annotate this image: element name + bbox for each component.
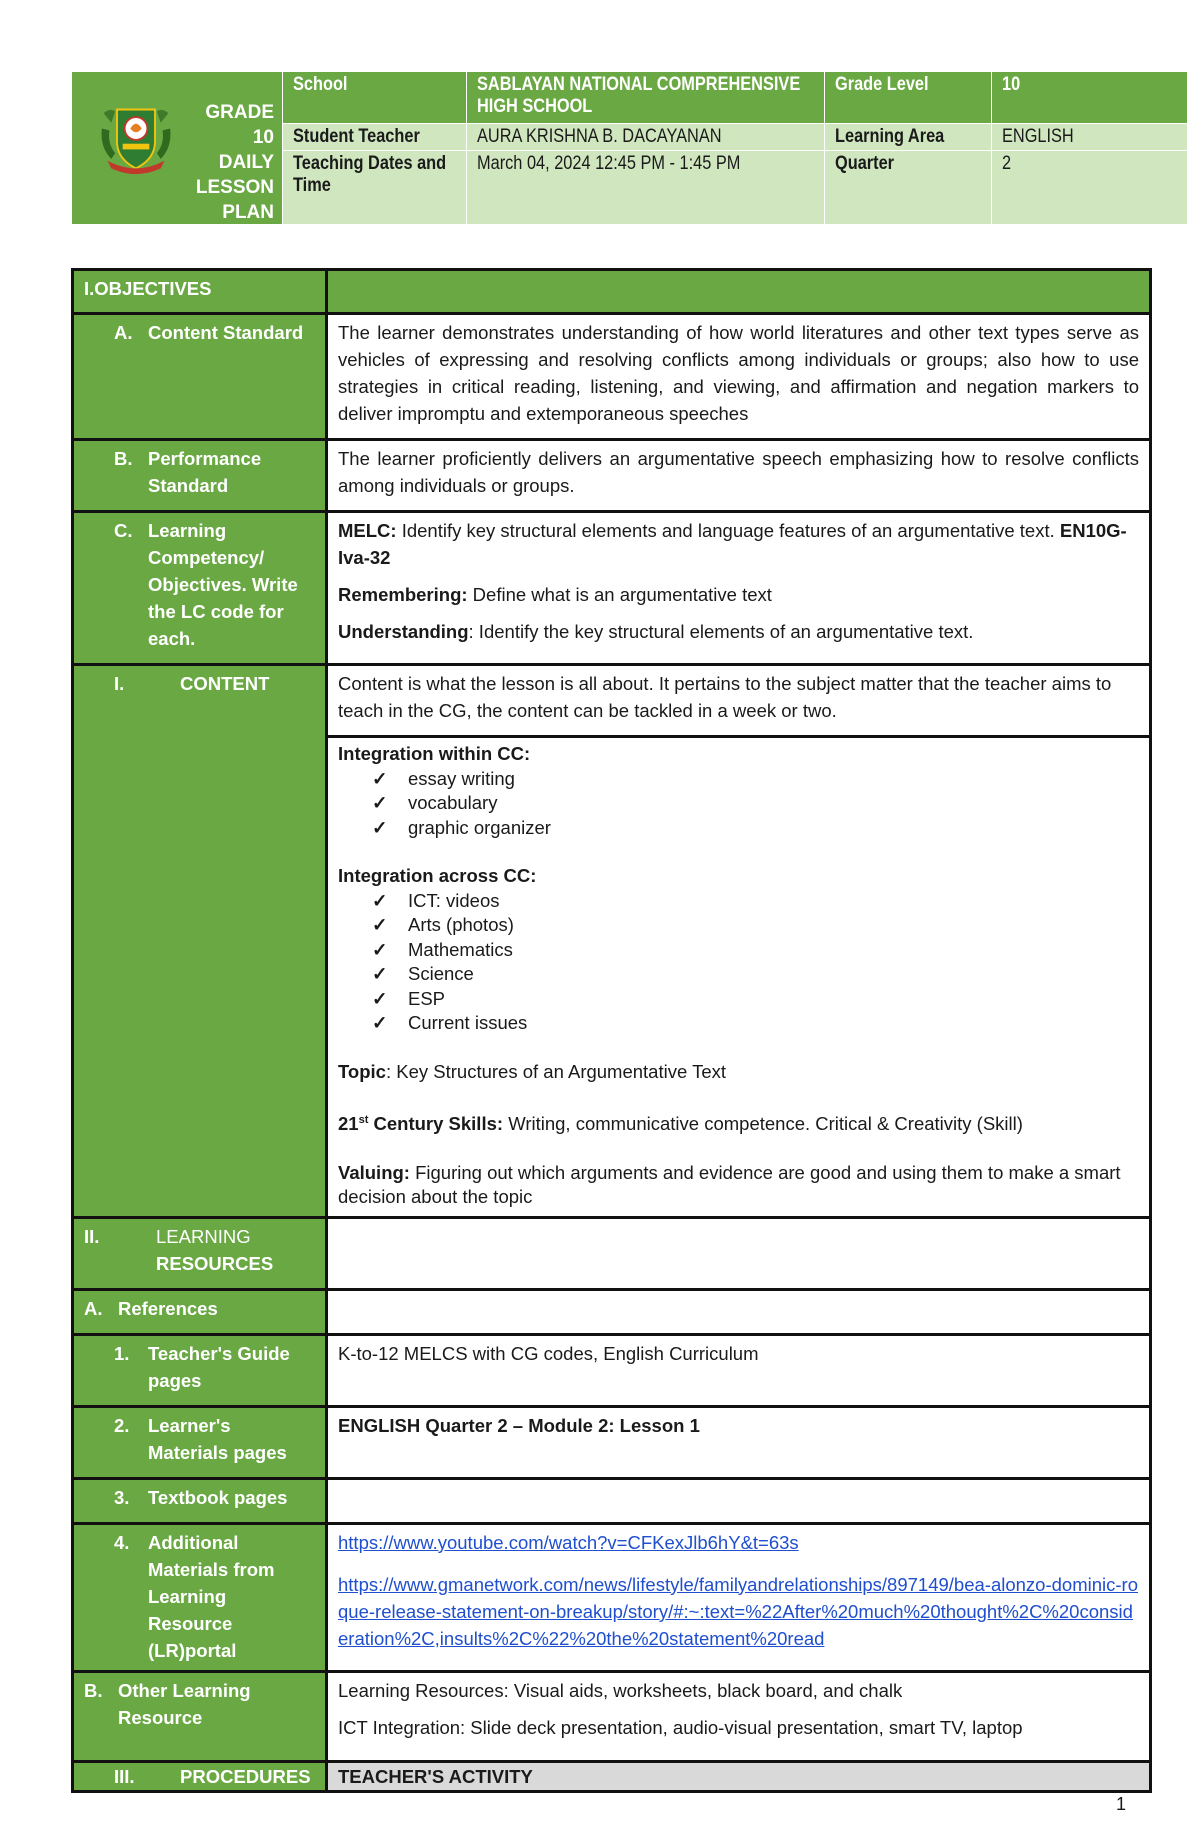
other-resources-line1: Learning Resources: Visual aids, worksheets, black board, and chalk	[338, 1679, 903, 1701]
page-number: 1	[1116, 1794, 1127, 1814]
other-resources-line2: ICT Integration: Slide deck presentation, audio-visual presentation, smart TV, laptop	[338, 1716, 1023, 1738]
student-teacher-label: Student Teacher	[283, 124, 467, 151]
teachers-guide-text: K-to-12 MELCS with CG codes, English Curriculum	[327, 1334, 1151, 1406]
teaching-dates-label: Teaching Dates and Time	[283, 151, 467, 225]
performance-standard-text: The learner proficiently delivers an argumentative speech emphasizing how to resolve conflicts among individuals or groups.	[327, 440, 1151, 512]
content-standard-row: A. Content Standard The learner demonstrates understanding of how world literatures and other text types serve as vehicles of expressing and resolving conflicts among individuals or groups; also how to use strategies in critical reading, listening, and viewing, and affirmation and negation markers to deliver impromptu and extemporaneous speeches	[73, 314, 1151, 440]
additional-materials-label: Additional Materials from Learning Resource (LR)portal	[148, 1531, 275, 1661]
melc-line: MELC: Identify key structural elements and language features of an argumentative text. EN10G-Iva-32	[338, 520, 1127, 568]
teachers-activity-heading: TEACHER'S ACTIVITY	[327, 1761, 1151, 1791]
list-item: ✓ graphic organizer	[372, 816, 1139, 841]
list-item: ✓ vocabulary	[372, 791, 1139, 816]
integration-across-label: Integration across CC:	[338, 865, 537, 886]
quarter-value: 2	[992, 151, 1188, 225]
learning-resources-label-top: LEARNING	[156, 1225, 251, 1247]
learning-resources-row: II. LEARNING RESOURCES	[73, 1217, 1151, 1289]
student-teacher-value: AURA KRISHNA B. DACAYANAN	[467, 124, 825, 151]
learning-competency-label: Learning Competency/ Objectives. Write the LC code for each.	[148, 520, 298, 649]
list-item: ✓ Mathematics	[372, 938, 1139, 963]
quarter-label: Quarter	[825, 151, 992, 225]
dlp-header-table	[71, 71, 1188, 225]
additional-materials-row: 4. Additional Materials from Learning Resource (LR)portal https://www.youtube.com/watch?v=CFKexJlb6hY&t=63s https://www.gmanetwork.com/news/lifestyle/familyandrelationships/897149/bea-alonzo-dominic-roque-release-statement-on-breakup/story/#:~:text=%22After%20much%20thought%2C%20consideration%2C,insults%2C%22%20the%20statement%20read	[73, 1523, 1151, 1671]
references-row: A. References	[73, 1289, 1151, 1334]
integration-within-list	[338, 767, 1139, 841]
objectives-heading: I.OBJECTIVES	[73, 270, 327, 314]
list-item: ✓ Current issues	[372, 1011, 1139, 1036]
learning-resources-label-bottom: RESOURCES	[156, 1252, 274, 1274]
grade-level-label: Grade Level	[825, 72, 992, 124]
learners-materials-text: ENGLISH Quarter 2 – Module 2: Lesson 1	[327, 1406, 1151, 1478]
list-item: ✓ ICT: videos	[372, 889, 1139, 914]
school-value: SABLAYAN NATIONAL COMPREHENSIVE HIGH SCHOOL	[467, 72, 825, 124]
gma-news-link[interactable]: https://www.gmanetwork.com/news/lifestyle/familyandrelationships/897149/bea-alonzo-dominic-roque-release-statement-on-breakup/story/#:~:text=%22After%20much%20thought%2C%20consideration%2C,insults%2C%22%20the%20statement%20read	[338, 1573, 1138, 1649]
references-label: References	[118, 1297, 218, 1319]
list-item: ✓ Arts (photos)	[372, 913, 1139, 938]
other-resources-label: Other Learning Resource	[118, 1679, 251, 1728]
content-row: I. CONTENT Content is what the lesson is all about. It pertains to the subject matter that the teacher aims to teach in the CG, the content can be tackled in a week or two.	[73, 665, 1151, 737]
textbook-row: 3. Textbook pages	[73, 1478, 1151, 1523]
list-item: ✓ Science	[372, 962, 1139, 987]
logo-cell	[72, 72, 283, 225]
teaching-dates-value: March 04, 2024 12:45 PM - 1:45 PM	[467, 151, 825, 225]
learning-area-value: ENGLISH	[992, 124, 1188, 151]
content-text: Content is what the lesson is all about. It pertains to the subject matter that the teacher aims to teach in the CG, the content can be tackled in a week or two.	[327, 665, 1151, 737]
content-label: CONTENT	[180, 673, 270, 694]
learners-materials-label: Learner's Materials pages	[148, 1414, 287, 1463]
skills-line: 21st Century Skills: Writing, communicative competence. Critical & Creativity (Skill)	[338, 1113, 1023, 1135]
grade-level-value: 10	[992, 72, 1188, 124]
teachers-guide-label: Teacher's Guide pages	[148, 1342, 290, 1391]
learning-competency-row: C. Learning Competency/ Objectives. Write the LC code for each. MELC: Identify key structural elements and language features of an argumentative text. EN10G-Iva-32 Remembering: Define what is an argumentative text Understanding: Identify the key structural elements of an argumentative text.	[73, 512, 1151, 665]
procedures-label: PROCEDURES	[180, 1765, 311, 1787]
teachers-guide-row: 1. Teacher's Guide pages K-to-12 MELCS with CG codes, English Curriculum	[73, 1334, 1151, 1406]
content-standard-text: The learner demonstrates understanding of how world literatures and other text types serve as vehicles of expressing and resolving conflicts among individuals or groups; also how to use strategies in critical reading, listening, and viewing, and affirmation and negation markers to deliver impromptu and extemporaneous speeches	[327, 314, 1151, 440]
objectives-row	[73, 270, 1151, 314]
integration-across-list	[338, 889, 1139, 1036]
understanding-line: Understanding: Identify the key structural elements of an argumentative text.	[338, 621, 974, 642]
list-item: ✓ essay writing	[372, 767, 1139, 792]
content-standard-label: Content Standard	[148, 322, 304, 343]
textbook-label: Textbook pages	[148, 1486, 288, 1508]
performance-standard-label: Performance Standard	[148, 448, 262, 496]
dlp-main-table	[71, 268, 1152, 1793]
performance-standard-row: B. Performance Standard The learner proficiently delivers an argumentative speech emphasizing how to resolve conflicts among individuals or groups.	[73, 440, 1151, 512]
remembering-line: Remembering: Define what is an argumentative text	[338, 584, 772, 605]
topic-line: Topic: Key Structures of an Argumentative Text	[338, 1060, 726, 1082]
valuing-line: Valuing: Figuring out which arguments and evidence are good and using them to make a smart decision about the topic	[338, 1161, 1121, 1208]
youtube-link[interactable]: https://www.youtube.com/watch?v=CFKexJlb6hY&t=63s	[338, 1531, 799, 1553]
school-seal-logo	[98, 100, 174, 176]
grade-dlp-title: GRADE 10 DAILY LESSON PLAN	[195, 102, 274, 223]
textbook-text	[327, 1478, 1151, 1523]
integration-within-label: Integration within CC:	[338, 743, 531, 764]
learners-materials-row: 2. Learner's Materials pages ENGLISH Quarter 2 – Module 2: Lesson 1	[73, 1406, 1151, 1478]
list-item: ✓ ESP	[372, 987, 1139, 1012]
school-label: School	[283, 72, 467, 124]
procedures-row: III. PROCEDURES TEACHER'S ACTIVITY	[73, 1761, 1151, 1791]
other-resources-row: B. Other Learning Resource Learning Resources: Visual aids, worksheets, black board, and chalk ICT Integration: Slide deck presentation, audio-visual presentation, smart TV, laptop	[73, 1671, 1151, 1761]
learning-area-label: Learning Area	[825, 124, 992, 151]
